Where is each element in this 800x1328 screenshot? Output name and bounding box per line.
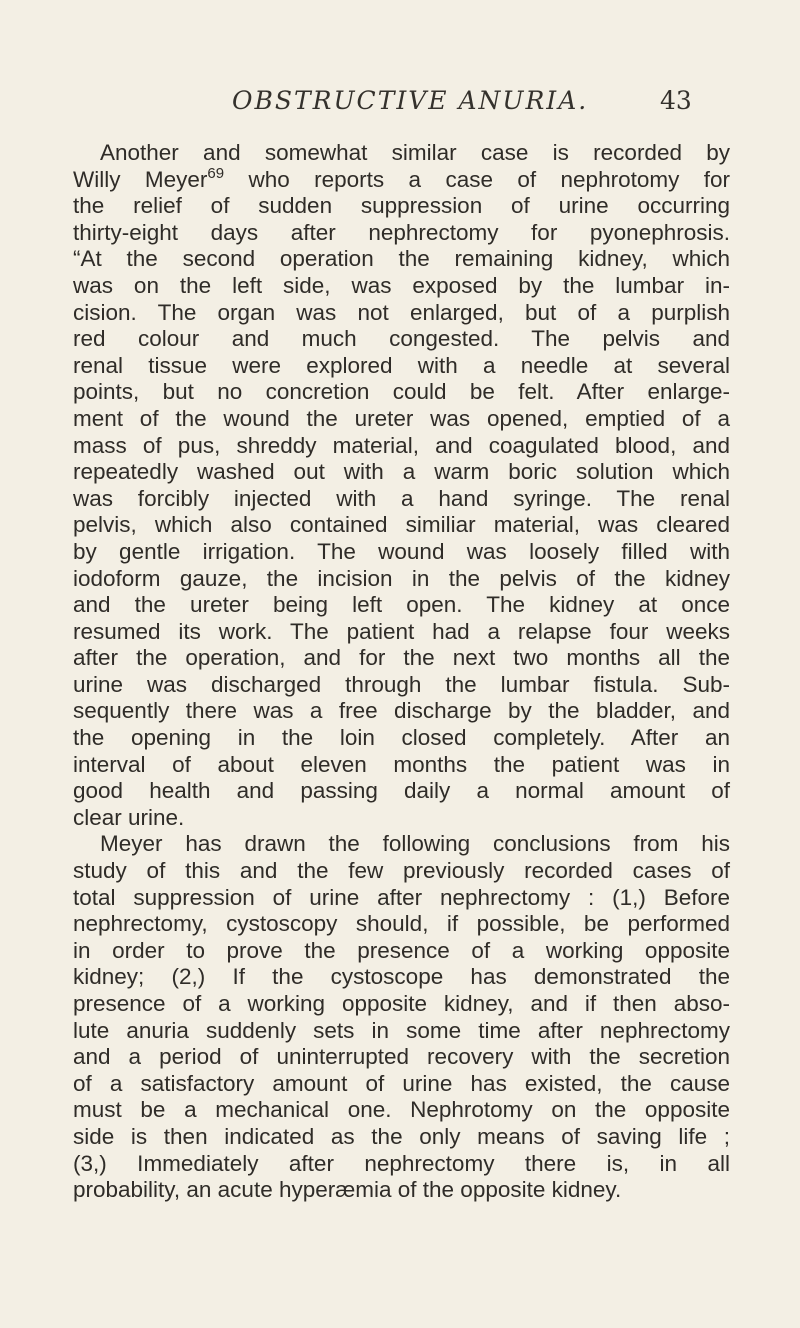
body-text (73, 140, 730, 1204)
text-line: renal tissue were explored with a needle at several (73, 352, 730, 378)
text-line: kidney; (2,) If the cystoscope has demonstrated the (73, 964, 730, 990)
text-line: clear urine. (73, 804, 185, 830)
text-line: and the ureter being left open. The kidney at once (73, 592, 730, 618)
text-line: total suppression of urine after nephrectomy : (1,) Before (73, 884, 730, 910)
text-line: Meyer has drawn the following conclusions from his (100, 831, 730, 857)
text-line: lute anuria suddenly sets in some time after nephrectomy (73, 1017, 730, 1043)
text-line: sequently there was a free discharge by the bladder, and (73, 698, 730, 724)
text-line: (3,) Immediately after nephrectomy there is, in all (73, 1150, 730, 1176)
text-line: pelvis, which also contained similiar material, was cleared (73, 512, 730, 538)
paragraph (73, 140, 730, 831)
text-line: side is then indicated as the only means of saving life ; (73, 1123, 730, 1149)
text-line: of a satisfactory amount of urine has existed, the cause (73, 1070, 730, 1096)
running-head (0, 86, 800, 120)
page-number: 43 (660, 86, 692, 115)
text-line: iodoform gauze, the incision in the pelvis of the kidney (73, 565, 730, 591)
paragraph (73, 831, 730, 1203)
text-line: was forcibly injected with a hand syringe. The renal (73, 485, 730, 511)
text-line: “At the second operation the remaining kidney, which (73, 246, 730, 272)
text-line: the opening in the loin closed completely. After an (73, 725, 730, 751)
text-line: Another and somewhat similar case is recorded by (100, 140, 730, 165)
text-line: points, but no concretion could be felt. After enlarge- (73, 379, 730, 405)
running-title: OBSTRUCTIVE ANURIA. (232, 86, 589, 115)
text-line: good health and passing daily a normal amount of (73, 778, 730, 804)
text-line: repeatedly washed out with a warm boric solution which (73, 459, 730, 485)
text-line: probability, an acute hyperæmia of the opposite kidney. (73, 1177, 622, 1203)
text-line: after the operation, and for the next two months all the (73, 645, 730, 671)
text-line: must be a mechanical one. Nephrotomy on the opposite (73, 1097, 730, 1123)
text-line: in order to prove the presence of a working opposite (73, 937, 730, 963)
text-line: interval of about eleven months the patient was in (73, 751, 730, 777)
text-line: mass of pus, shreddy material, and coagulated blood, and (73, 432, 730, 458)
text-line: study of this and the few previously recorded cases of (73, 858, 730, 884)
text-line: cision. The organ was not enlarged, but of a purplish (73, 299, 730, 325)
text-line: thirty-eight days after nephrectomy for pyonephrosis. (73, 219, 730, 245)
text-line: the relief of sudden suppression of urine occurring (73, 193, 730, 219)
text-line: Willy Meyer$^{69}$ who reports a case of nephrotomy for (73, 164, 730, 192)
text-line: red colour and much congested. The pelvis and (73, 326, 730, 352)
text-line: ment of the wound the ureter was opened, emptied of a (73, 405, 730, 431)
text-line: resumed its work. The patient had a relapse four weeks (73, 618, 730, 644)
text-line: nephrectomy, cystoscopy should, if possible, be performed (73, 911, 730, 937)
footnote-reference[interactable]: 69 (207, 164, 225, 182)
text-line: and a period of uninterrupted recovery with the secretion (73, 1044, 730, 1070)
text-line: by gentle irrigation. The wound was loosely filled with (73, 538, 730, 564)
text-line: was on the left side, was exposed by the lumbar in- (73, 272, 730, 298)
text-line: urine was discharged through the lumbar fistula. Sub- (73, 671, 730, 697)
text-line: presence of a working opposite kidney, and if then abso- (73, 991, 730, 1016)
